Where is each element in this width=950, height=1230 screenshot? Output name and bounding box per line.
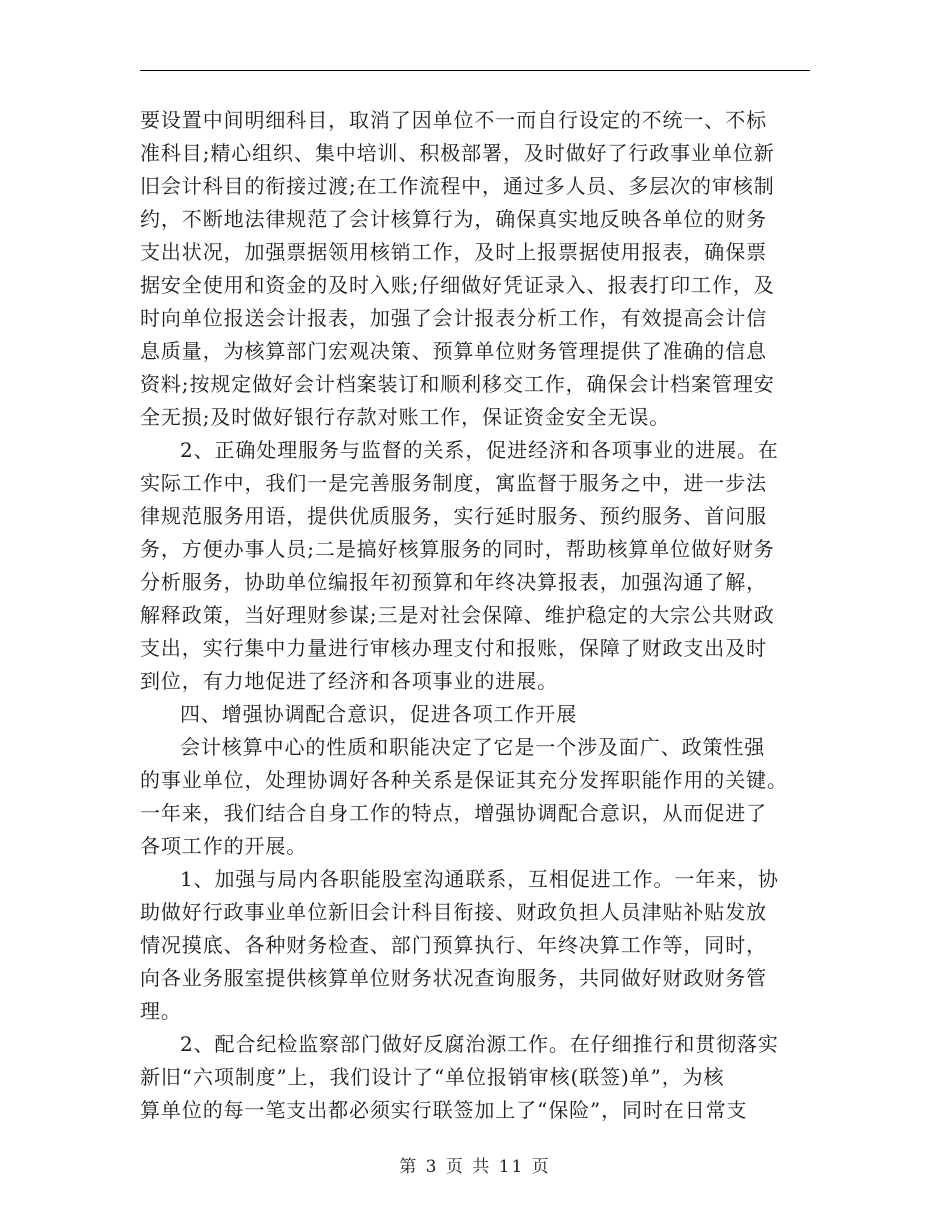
text-line: 向各业务服室提供核算单位财务状况查询服务，共同做好财政财务管 bbox=[140, 966, 767, 990]
text-line: 全无损;及时做好银行存款对账工作，保证资金安全无误。 bbox=[140, 405, 671, 429]
text-line: 准科目;精心组织、集中培训、积极部署，及时做好了行政事业单位新 bbox=[140, 141, 775, 165]
text-line: 约，不断地法律规范了会计核算行为，确保真实地反映各单位的财务 bbox=[140, 207, 767, 231]
text-line: 2、正确处理服务与监督的关系，促进经济和各项事业的进展。在 bbox=[180, 438, 779, 462]
page-footer: 第 3 页 共 11 页 bbox=[399, 1157, 551, 1177]
text-line: 解释政策，当好理财参谋;三是对社会保障、维护稳定的大宗公共财政 bbox=[140, 603, 775, 627]
text-line: 据安全使用和资金的及时入账;仔细做好凭证录入、报表打印工作，及 bbox=[140, 273, 775, 297]
text-line: 资料;按规定做好会计档案装订和顺利移交工作，确保会计档案管理安 bbox=[140, 372, 775, 396]
text-line: 一年来，我们结合自身工作的特点，增强协调配合意识，从而促进了 bbox=[140, 801, 767, 825]
text-line: 会计核算中心的性质和职能决定了它是一个涉及面广、政策性强 bbox=[180, 735, 766, 759]
text-line: 各项工作的开展。 bbox=[140, 834, 308, 858]
text-line: 时向单位报送会计报表，加强了会计报表分析工作，有效提高会计信 bbox=[140, 306, 767, 330]
text-line: 息质量，为核算部门宏观决策、预算单位财务管理提供了准确的信息 bbox=[140, 339, 767, 363]
text-line: 旧会计科目的衔接过渡;在工作流程中，通过多人员、多层次的审核制 bbox=[140, 174, 775, 198]
text-line: 律规范服务用语，提供优质服务，实行延时服务、预约服务、首问服 bbox=[140, 504, 767, 528]
text-line: 到位，有力地促进了经济和各项事业的进展。 bbox=[140, 669, 558, 693]
text-line: 算单位的每一笔支出都必须实行联签加上了“保险”，同时在日常支 bbox=[140, 1098, 748, 1122]
text-line: 理。 bbox=[140, 999, 182, 1023]
text-line: 实际工作中，我们一是完善服务制度，寓监督于服务之中，进一步法 bbox=[140, 471, 767, 495]
text-line: 支出，实行集中力量进行审核办理支付和报账，保障了财政支出及时 bbox=[140, 636, 767, 660]
text-line: 助做好行政事业单位新旧会计科目衔接、财政负担人员津贴补贴发放 bbox=[140, 900, 767, 924]
text-line: 的事业单位，处理协调好各种关系是保证其充分发挥职能作用的关键。 bbox=[140, 768, 788, 792]
text-line: 支出状况，加强票据领用核销工作，及时上报票据使用报表，确保票 bbox=[140, 240, 767, 264]
text-line: 四、增强协调配合意识，促进各项工作开展 bbox=[180, 702, 578, 726]
text-line: 1、加强与局内各职能股室沟通联系，互相促进工作。一年来，协 bbox=[180, 867, 779, 891]
text-line: 务，方便办事人员;二是搞好核算服务的同时，帮助核算单位做好财务 bbox=[140, 537, 775, 561]
text-line: 新旧“六项制度”上，我们设计了“单位报销审核(联签)单”，为核 bbox=[140, 1065, 725, 1089]
text-line: 2、配合纪检监察部门做好反腐治源工作。在仔细推行和贯彻落实 bbox=[180, 1032, 779, 1056]
text-line: 要设置中间明细科目，取消了因单位不一而自行设定的不统一、不标 bbox=[140, 108, 767, 132]
header-rule bbox=[140, 70, 810, 71]
text-line: 情况摸底、各种财务检查、部门预算执行、年终决算工作等，同时， bbox=[140, 933, 767, 957]
text-line: 分析服务，协助单位编报年初预算和年终决算报表，加强沟通了解， bbox=[140, 570, 767, 594]
document-body bbox=[140, 104, 812, 1127]
